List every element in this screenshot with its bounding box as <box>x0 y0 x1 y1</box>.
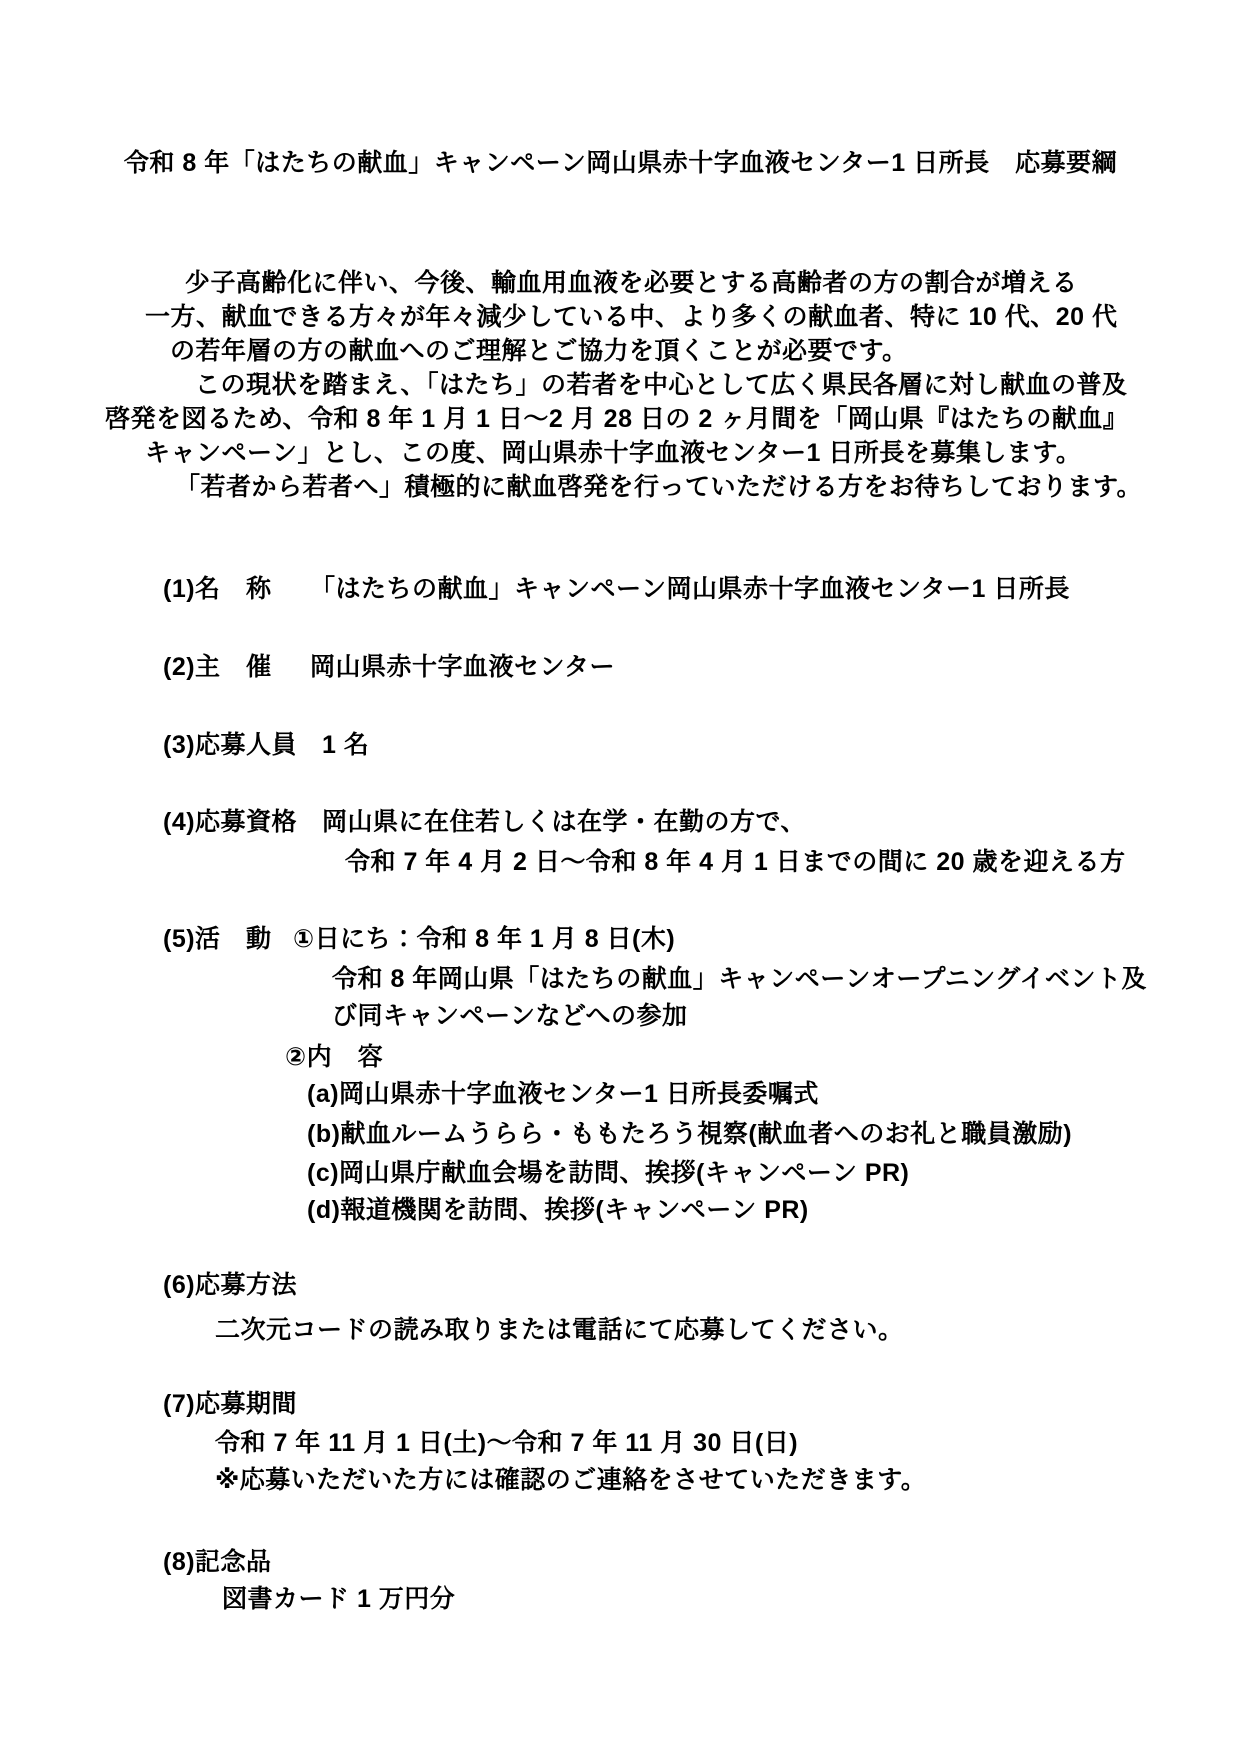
item-5-label: (5)活 動 <box>163 925 272 953</box>
item-4-label: (4)応募資格 <box>163 808 298 836</box>
intro-line-3: の若年層の方の献血へのご理解とご協力を頂くことが必要です。 <box>170 337 908 365</box>
intro-line-4: この現状を踏まえ、「はたち」の若者を中心として広く県民各層に対し献血の普及 <box>195 371 1128 399</box>
item-5-content-d: (d)報道機関を訪問、挨拶(キャンペーン PR) <box>307 1196 809 1224</box>
item-5-activity-line-2: 令和 8 年岡山県「はたちの献血」キャンペーンオープニングイベント及 <box>332 965 1148 993</box>
item-3-content: 1 名 <box>322 731 370 759</box>
item-5-content-a: (a)岡山県赤十字血液センター1 日所長委嘱式 <box>307 1080 819 1108</box>
item-2-content: 岡山県赤十字血液センター <box>310 653 616 681</box>
item-8-label: (8)記念品 <box>163 1548 272 1576</box>
intro-line-5: 啓発を図るため、令和 8 年 1 月 1 日～2 月 28 日の 2 ヶ月間を「岡山県『はたちの献血』 <box>105 405 1129 433</box>
intro-line-6: キャンペーン」とし、この度、岡山県赤十字血液センター1 日所長を募集します。 <box>145 439 1082 467</box>
intro-line-2: 一方、献血できる方々が年々減少している中、より多くの献血者、特に 10 代、20 代 <box>145 303 1118 331</box>
item-4-content-line-2: 令和 7 年 4 月 2 日～令和 8 年 4 月 1 日までの間に 20 歳を迎える方 <box>345 848 1126 876</box>
item-5-content-c: (c)岡山県庁献血会場を訪問、挨拶(キャンペーン PR) <box>307 1159 910 1187</box>
intro-line-1: 少子高齢化に伴い、今後、輸血用血液を必要とする高齢者の方の割合が増える <box>185 269 1078 297</box>
item-8-content: 図書カード 1 万円分 <box>222 1585 456 1613</box>
item-7-content-line-1: 令和 7 年 11 月 1 日(土)～令和 7 年 11 月 30 日(日) <box>215 1429 799 1457</box>
item-6-label: (6)応募方法 <box>163 1271 298 1299</box>
item-5-activity-date: ①日にち：令和 8 年 1 月 8 日(木) <box>293 925 676 953</box>
item-5-activity-line-3: び同キャンペーンなどへの参加 <box>332 1002 688 1030</box>
document-title: 令和 8 年「はたちの献血」キャンペーン岡山県赤十字血液センター1 日所長 応募要綱 <box>123 149 1118 177</box>
item-6-content: 二次元コードの読み取りまたは電話にて応募してください。 <box>215 1316 904 1344</box>
item-1-content: 「はたちの献血」キャンペーン岡山県赤十字血液センター1 日所長 <box>310 575 1070 603</box>
item-2-label: (2)主 催 <box>163 653 272 681</box>
item-7-label: (7)応募期間 <box>163 1390 298 1418</box>
item-3-label: (3)応募人員 <box>163 731 298 759</box>
item-5-contents-heading: ②内 容 <box>285 1043 384 1071</box>
item-7-content-line-2: ※応募いただいた方には確認のご連絡をさせていただきます。 <box>215 1466 927 1494</box>
item-4-content-line-1: 岡山県に在住若しくは在学・在勤の方で、 <box>322 808 807 836</box>
item-1-label: (1)名 称 <box>163 575 272 603</box>
item-5-content-b: (b)献血ルームうらら・ももたろう視察(献血者へのお礼と職員激励) <box>307 1120 1073 1148</box>
intro-line-7: 「若者から若者へ」積極的に献血啓発を行っていただける方をお待ちしております。 <box>175 473 1143 501</box>
